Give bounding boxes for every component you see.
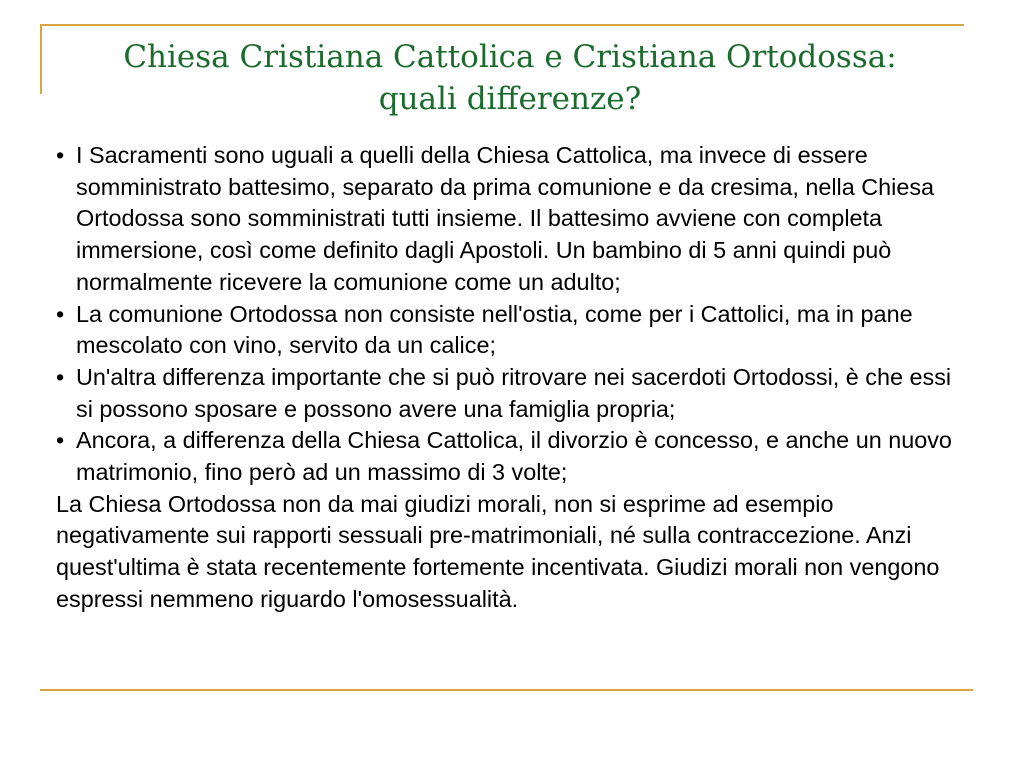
bullet-item-2 — [56, 299, 971, 362]
bullet-item-4 — [56, 425, 971, 488]
bullet-text-2: La comunione Ortodossa non consiste nell'ostia, come per i Cattolici, ma in pane mescolato con vino, servito da un calice; — [76, 300, 913, 359]
slide-title-line-1: Chiesa Cristiana Cattolica e Cristiana Ortodossa: — [123, 39, 897, 75]
closing-paragraph: La Chiesa Ortodossa non da mai giudizi morali, non si esprime ad esempio negativamente sui rapporti sessuali pre-matrimoniali, né sulla contraccezione. Anzi quest'ultima è stata recentemente fortemente incentivata. Giudizi morali non vengono espressi nemmeno riguardo l'omosessualità. — [56, 490, 940, 612]
top-accent-line — [40, 24, 964, 26]
bullet-list — [56, 140, 971, 489]
bullet-item-1 — [56, 140, 971, 299]
left-accent-line — [40, 24, 42, 94]
bullet-text-4: Ancora, a differenza della Chiesa Cattolica, il divorzio è concesso, e anche un nuovo matrimonio, fino però ad un massimo di 3 volte; — [76, 427, 952, 486]
bullet-icon: • — [56, 427, 65, 454]
bullet-item-3 — [56, 362, 971, 425]
slide-title — [60, 36, 960, 120]
slide-title-line-2: quali differenze? — [378, 81, 642, 117]
bullet-icon: • — [56, 300, 65, 327]
bullet-text-1: I Sacramenti sono uguali a quelli della Chiesa Cattolica, ma invece di essere somministrato battesimo, separato da prima comunione e da cresima, nella Chiesa Ortodossa sono somministrati tutti insieme. Il battesimo avviene con completa immersione, così come definito dagli Apostoli. Un bambino di 5 anni quindi può normalmente ricevere la comunione come un adulto; — [76, 142, 935, 295]
bullet-icon: • — [56, 363, 65, 390]
bottom-accent-line — [40, 689, 973, 691]
bullet-text-3: Un'altra differenza importante che si può ritrovare nei sacerdoti Ortodossi, è che essi si possono sposare e possono avere una famiglia propria; — [76, 363, 952, 422]
bullet-icon: • — [56, 142, 65, 168]
slide-content — [56, 140, 971, 616]
